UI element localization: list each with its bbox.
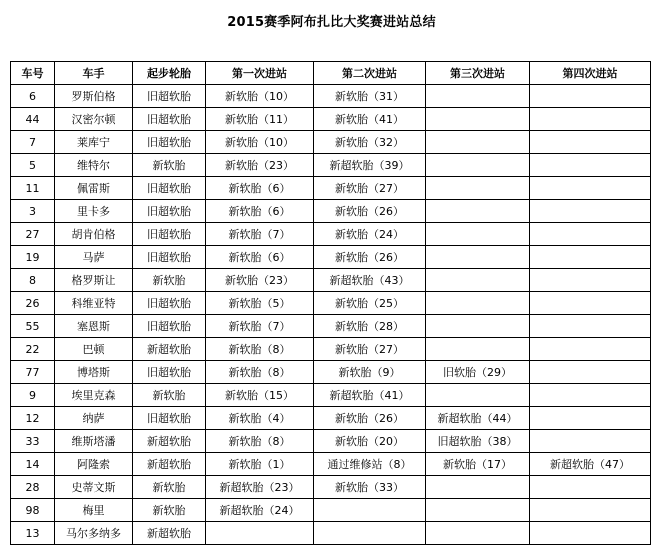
table-row (11, 499, 651, 522)
cell-first-stop: 新软胎（8） (206, 361, 314, 384)
cell-car-number: 8 (11, 269, 55, 292)
cell-first-stop: 新软胎（5） (206, 292, 314, 315)
cell-second-stop: 新软胎（27） (314, 177, 426, 200)
cell-car-number: 14 (11, 453, 55, 476)
cell-start-tyre: 旧超软胎 (133, 223, 206, 246)
cell-car-number: 7 (11, 131, 55, 154)
cell-car-number: 28 (11, 476, 55, 499)
cell-third-stop (426, 85, 530, 108)
cell-first-stop: 新超软胎（24） (206, 499, 314, 522)
cell-third-stop (426, 200, 530, 223)
cell-third-stop (426, 131, 530, 154)
cell-driver: 莱库宁 (55, 131, 133, 154)
cell-car-number: 77 (11, 361, 55, 384)
cell-start-tyre: 旧超软胎 (133, 85, 206, 108)
cell-car-number: 11 (11, 177, 55, 200)
cell-first-stop: 新软胎（6） (206, 246, 314, 269)
cell-fourth-stop (530, 177, 651, 200)
cell-car-number: 44 (11, 108, 55, 131)
cell-start-tyre: 新超软胎 (133, 430, 206, 453)
cell-car-number: 98 (11, 499, 55, 522)
cell-fourth-stop (530, 499, 651, 522)
table-row (11, 200, 651, 223)
cell-start-tyre: 旧超软胎 (133, 407, 206, 430)
cell-car-number: 22 (11, 338, 55, 361)
cell-car-number: 6 (11, 85, 55, 108)
cell-second-stop: 新软胎（28） (314, 315, 426, 338)
header-first-stop: 第一次进站 (206, 62, 314, 85)
cell-driver: 科维亚特 (55, 292, 133, 315)
cell-first-stop: 新软胎（11） (206, 108, 314, 131)
table-row (11, 476, 651, 499)
cell-first-stop: 新软胎（6） (206, 177, 314, 200)
cell-third-stop (426, 499, 530, 522)
cell-fourth-stop (530, 522, 651, 545)
cell-third-stop (426, 292, 530, 315)
cell-first-stop: 新软胎（1） (206, 453, 314, 476)
table-row (11, 246, 651, 269)
cell-driver: 马萨 (55, 246, 133, 269)
cell-third-stop: 新超软胎（44） (426, 407, 530, 430)
cell-driver: 佩雷斯 (55, 177, 133, 200)
cell-fourth-stop (530, 430, 651, 453)
cell-third-stop (426, 522, 530, 545)
cell-driver: 史蒂文斯 (55, 476, 133, 499)
cell-driver: 维斯塔潘 (55, 430, 133, 453)
cell-second-stop: 新超软胎（43） (314, 269, 426, 292)
cell-second-stop: 新软胎（24） (314, 223, 426, 246)
cell-third-stop (426, 154, 530, 177)
cell-third-stop (426, 384, 530, 407)
cell-driver: 阿隆索 (55, 453, 133, 476)
cell-second-stop: 新软胎（32） (314, 131, 426, 154)
cell-third-stop: 旧超软胎（38） (426, 430, 530, 453)
cell-first-stop (206, 522, 314, 545)
cell-car-number: 12 (11, 407, 55, 430)
cell-start-tyre: 旧超软胎 (133, 131, 206, 154)
header-second-stop: 第二次进站 (314, 62, 426, 85)
table-row (11, 108, 651, 131)
table-row (11, 430, 651, 453)
cell-third-stop: 旧软胎（29） (426, 361, 530, 384)
cell-start-tyre: 新软胎 (133, 269, 206, 292)
cell-third-stop (426, 476, 530, 499)
cell-second-stop (314, 499, 426, 522)
cell-car-number: 13 (11, 522, 55, 545)
header-fourth-stop: 第四次进站 (530, 62, 651, 85)
cell-driver: 胡肯伯格 (55, 223, 133, 246)
cell-second-stop: 新超软胎（41） (314, 384, 426, 407)
cell-start-tyre: 新超软胎 (133, 522, 206, 545)
cell-start-tyre: 旧超软胎 (133, 177, 206, 200)
cell-third-stop: 新软胎（17） (426, 453, 530, 476)
pit-stop-table (10, 61, 651, 545)
cell-fourth-stop (530, 384, 651, 407)
table-body (11, 85, 651, 545)
cell-third-stop (426, 338, 530, 361)
cell-car-number: 3 (11, 200, 55, 223)
cell-fourth-stop (530, 223, 651, 246)
cell-driver: 格罗斯让 (55, 269, 133, 292)
cell-third-stop (426, 269, 530, 292)
table-row (11, 177, 651, 200)
cell-first-stop: 新软胎（7） (206, 315, 314, 338)
cell-driver: 梅里 (55, 499, 133, 522)
cell-second-stop: 新软胎（26） (314, 200, 426, 223)
cell-start-tyre: 旧超软胎 (133, 315, 206, 338)
cell-first-stop: 新软胎（6） (206, 200, 314, 223)
cell-driver: 里卡多 (55, 200, 133, 223)
cell-car-number: 55 (11, 315, 55, 338)
cell-start-tyre: 新软胎 (133, 499, 206, 522)
cell-fourth-stop (530, 476, 651, 499)
cell-second-stop: 新软胎（41） (314, 108, 426, 131)
cell-second-stop: 新软胎（27） (314, 338, 426, 361)
cell-car-number: 27 (11, 223, 55, 246)
cell-start-tyre: 新超软胎 (133, 453, 206, 476)
table-row (11, 453, 651, 476)
cell-first-stop: 新软胎（23） (206, 269, 314, 292)
cell-car-number: 33 (11, 430, 55, 453)
cell-second-stop: 新超软胎（39） (314, 154, 426, 177)
cell-second-stop: 新软胎（25） (314, 292, 426, 315)
cell-fourth-stop (530, 407, 651, 430)
cell-first-stop: 新软胎（10） (206, 131, 314, 154)
cell-second-stop (314, 522, 426, 545)
cell-driver: 纳萨 (55, 407, 133, 430)
cell-start-tyre: 新超软胎 (133, 338, 206, 361)
table-row (11, 384, 651, 407)
cell-driver: 马尔多纳多 (55, 522, 133, 545)
header-third-stop: 第三次进站 (426, 62, 530, 85)
cell-car-number: 19 (11, 246, 55, 269)
header-car-number: 车号 (11, 62, 55, 85)
cell-start-tyre: 新软胎 (133, 384, 206, 407)
cell-first-stop: 新软胎（8） (206, 430, 314, 453)
cell-driver: 汉密尔顿 (55, 108, 133, 131)
table-row (11, 292, 651, 315)
cell-fourth-stop (530, 315, 651, 338)
cell-first-stop: 新软胎（23） (206, 154, 314, 177)
table-row (11, 85, 651, 108)
cell-driver: 塞恩斯 (55, 315, 133, 338)
cell-fourth-stop (530, 246, 651, 269)
page-title: 2015赛季阿布扎比大奖赛进站总结 (227, 15, 436, 30)
cell-car-number: 26 (11, 292, 55, 315)
cell-car-number: 9 (11, 384, 55, 407)
table-row (11, 131, 651, 154)
cell-start-tyre: 旧超软胎 (133, 246, 206, 269)
table-row (11, 269, 651, 292)
cell-driver: 埃里克森 (55, 384, 133, 407)
cell-fourth-stop: 新超软胎（47） (530, 453, 651, 476)
cell-fourth-stop (530, 269, 651, 292)
cell-first-stop: 新软胎（15） (206, 384, 314, 407)
cell-second-stop: 新软胎（31） (314, 85, 426, 108)
cell-driver: 博塔斯 (55, 361, 133, 384)
cell-fourth-stop (530, 108, 651, 131)
cell-second-stop: 通过维修站（8） (314, 453, 426, 476)
cell-third-stop (426, 177, 530, 200)
cell-driver: 巴顿 (55, 338, 133, 361)
table-row (11, 154, 651, 177)
cell-third-stop (426, 315, 530, 338)
cell-first-stop: 新软胎（4） (206, 407, 314, 430)
cell-second-stop: 新软胎（20） (314, 430, 426, 453)
cell-first-stop: 新软胎（7） (206, 223, 314, 246)
cell-start-tyre: 旧超软胎 (133, 200, 206, 223)
cell-first-stop: 新软胎（8） (206, 338, 314, 361)
cell-start-tyre: 旧超软胎 (133, 108, 206, 131)
cell-fourth-stop (530, 131, 651, 154)
header-start-tyre: 起步轮胎 (133, 62, 206, 85)
cell-start-tyre: 新软胎 (133, 154, 206, 177)
cell-second-stop: 新软胎（33） (314, 476, 426, 499)
cell-third-stop (426, 246, 530, 269)
cell-fourth-stop (530, 292, 651, 315)
cell-second-stop: 新软胎（9） (314, 361, 426, 384)
cell-fourth-stop (530, 85, 651, 108)
cell-first-stop: 新超软胎（23） (206, 476, 314, 499)
cell-fourth-stop (530, 200, 651, 223)
cell-driver: 罗斯伯格 (55, 85, 133, 108)
table-row (11, 361, 651, 384)
cell-start-tyre: 旧超软胎 (133, 361, 206, 384)
table-row (11, 338, 651, 361)
table-row (11, 407, 651, 430)
table-row (11, 223, 651, 246)
cell-third-stop (426, 223, 530, 246)
cell-fourth-stop (530, 361, 651, 384)
table-row (11, 522, 651, 545)
cell-second-stop: 新软胎（26） (314, 246, 426, 269)
cell-second-stop: 新软胎（26） (314, 407, 426, 430)
cell-fourth-stop (530, 338, 651, 361)
cell-fourth-stop (530, 154, 651, 177)
cell-start-tyre: 新软胎 (133, 476, 206, 499)
cell-car-number: 5 (11, 154, 55, 177)
table-row (11, 315, 651, 338)
cell-third-stop (426, 108, 530, 131)
header-driver: 车手 (55, 62, 133, 85)
cell-driver: 维特尔 (55, 154, 133, 177)
header-row (11, 62, 651, 85)
cell-first-stop: 新软胎（10） (206, 85, 314, 108)
cell-start-tyre: 旧超软胎 (133, 292, 206, 315)
